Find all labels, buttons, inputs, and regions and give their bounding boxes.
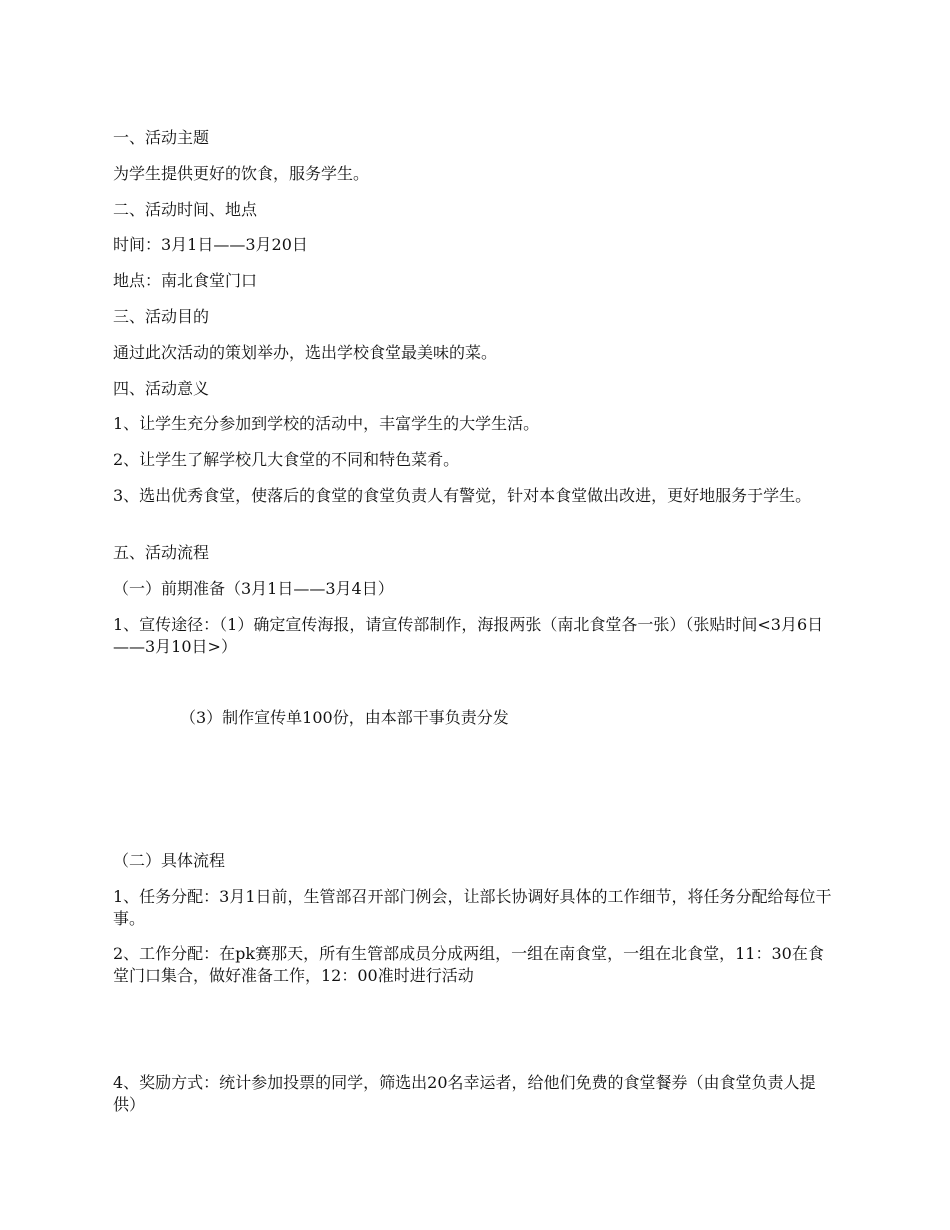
heading-purpose: 三、活动目的 xyxy=(113,307,210,326)
time-text: 时间：3月1日——3月20日 xyxy=(113,235,308,254)
place-text: 地点：南北食堂门口 xyxy=(113,271,258,290)
heading-significance: 四、活动意义 xyxy=(113,379,210,398)
purpose-text: 通过此次活动的策划举办，选出学校食堂最美味的菜。 xyxy=(113,343,498,362)
procedure-item-4: 4、奖励方式：统计参加投票的同学，筛选出20名幸运者，给他们免费的食堂餐券（由食堂负责人提供） xyxy=(113,1073,816,1114)
preparation-item-3: （3）制作宣传单100份，由本部干事负责分发 xyxy=(180,708,509,727)
procedure-item-2: 2、工作分配：在pk赛那天，所有生管部成员分成两组，一组在南食堂，一组在北食堂，11：30在食堂门口集合，做好准备工作，12：00准时进行活动 xyxy=(113,944,824,985)
theme-text: 为学生提供更好的饮食，服务学生。 xyxy=(113,164,370,183)
heading-theme: 一、活动主题 xyxy=(113,128,210,147)
preparation-item-1: 1、宣传途径：（1）确定宣传海报，请宣传部制作，海报两张（南北食堂各一张）（张贴时间<3月6日——3月10日>） xyxy=(113,615,824,656)
subheading-procedure: （二）具体流程 xyxy=(113,851,226,870)
significance-item-3: 3、选出优秀食堂，使落后的食堂的食堂负责人有警觉，针对本食堂做出改进，更好地服务于学生。 xyxy=(113,486,812,505)
significance-item-2: 2、让学生了解学校几大食堂的不同和特色菜肴。 xyxy=(113,450,460,469)
heading-time-place: 二、活动时间、地点 xyxy=(113,200,258,219)
heading-process: 五、活动流程 xyxy=(113,543,210,562)
subheading-preparation: （一）前期准备（3月1日——3月4日） xyxy=(113,579,394,598)
procedure-item-1: 1、任务分配：3月1日前，生管部召开部门例会，让部长协调好具体的工作细节，将任务分配给每位干事。 xyxy=(113,887,832,928)
significance-item-1: 1、让学生充分参加到学校的活动中，丰富学生的大学生活。 xyxy=(113,414,540,433)
